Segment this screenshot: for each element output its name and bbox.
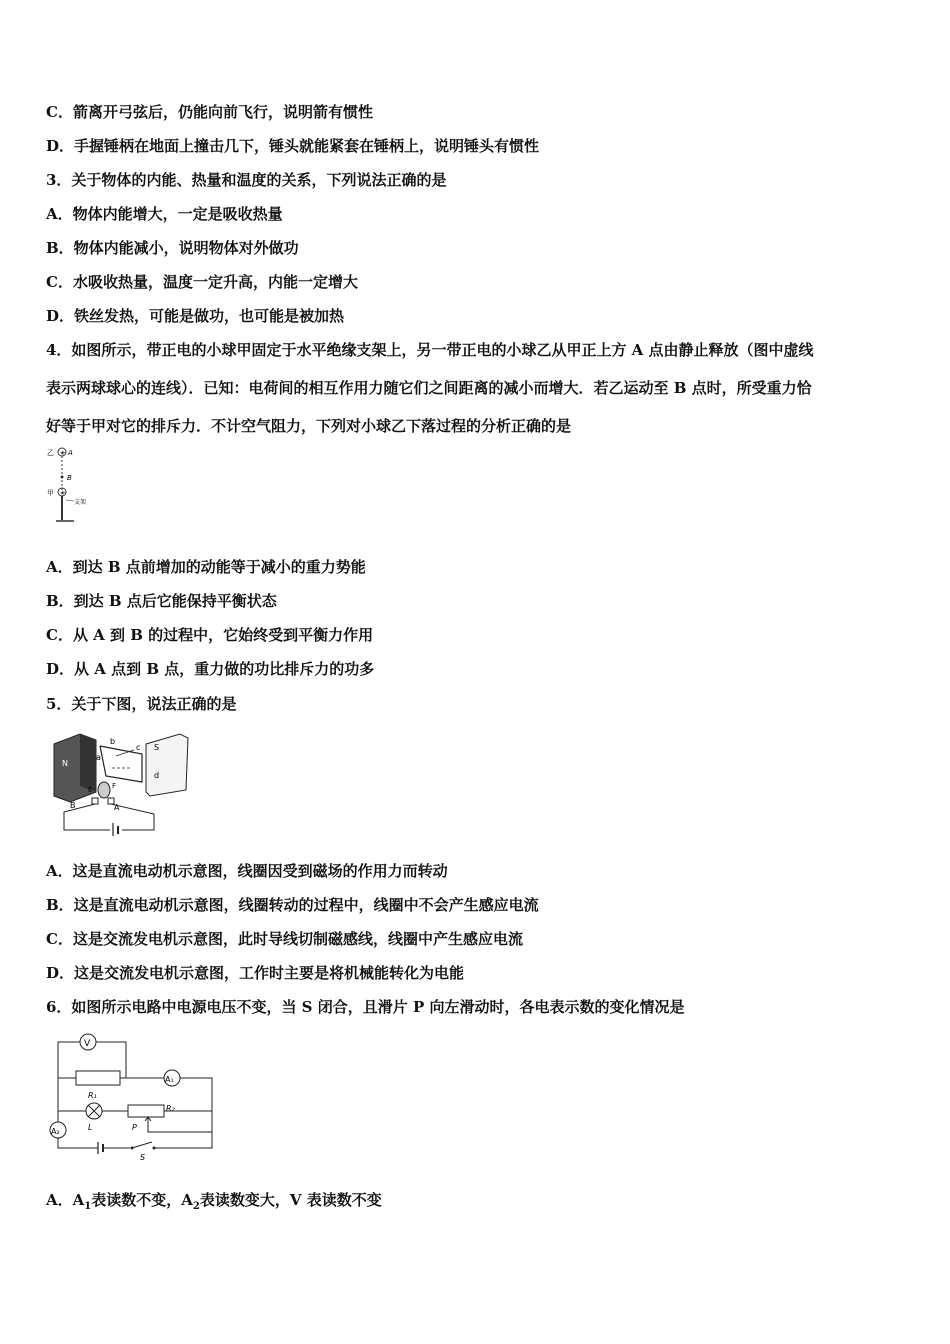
q5-option-a: A．这是直流电动机示意图，线圈因受到磁场的作用力而转动: [46, 862, 448, 880]
q4-label-yi: 乙: [47, 449, 54, 457]
q5-option-b: B．这是直流电动机示意图，线圈转动的过程中，线圈中不会产生感应电流: [46, 896, 539, 914]
q4-label-b: B: [67, 474, 72, 482]
q4-stem-line3: 好等于甲对它的排斥力．不计空气阻力，下列对小球乙下落过程的分析正确的是: [46, 417, 572, 435]
q4-option-d: D．从 A 点到 B 点，重力做的功比排斥力的功多: [46, 660, 375, 678]
q2-option-c: C．箭离开弓弦后，仍能向前飞行，说明箭有惯性: [46, 103, 373, 121]
q3-stem: 3．关于物体的内能、热量和温度的关系，下列说法正确的是: [46, 171, 447, 189]
q5-label-b-brush: B: [70, 801, 76, 810]
q6-figure: [44, 1026, 216, 1164]
q6-switch-s: [132, 1142, 152, 1148]
q4-option-b: B．到达 B 点后它能保持平衡状态: [46, 592, 277, 610]
q6-rheostat-r2: [128, 1105, 164, 1117]
q4-option-c: C．从 A 到 B 的过程中，它始终受到平衡力作用: [46, 626, 374, 644]
q6-option-a: A．$A_1$表读数不变，$A_2$表读数变大，V 表读数不变: [46, 1191, 382, 1212]
q5-label-s: S: [154, 743, 160, 752]
q6-label-p: P: [132, 1123, 137, 1132]
q2-option-d: D．手握锤柄在地面上撞击几下，锤头就能紧套在锤柄上，说明锤头有惯性: [46, 137, 540, 155]
q6-stem: 6．如图所示电路中电源电压不变，当 S 闭合，且滑片 P 向左滑动时，各电表示数的变化情况是: [46, 998, 685, 1016]
q3-option-d: D．铁丝发热，可能是做功，也可能是被加热: [46, 307, 345, 325]
q3-option-a: A．物体内能增大，一定是吸收热量: [46, 205, 283, 223]
q5-magnet-s: [146, 734, 188, 796]
q5-figure: [50, 726, 190, 836]
q5-option-d: D．这是交流发电机示意图，工作时主要是将机械能转化为电能: [46, 964, 465, 982]
q4-figure: [44, 444, 104, 526]
q4-plus-sign: +: [60, 449, 66, 457]
q4-label-support: 支架: [74, 499, 87, 506]
q4-option-a: A．到达 B 点前增加的动能等于减小的重力势能: [46, 558, 366, 576]
q3-option-b: B．物体内能减小，说明物体对外做功: [46, 239, 299, 257]
q6-label-l: L: [88, 1123, 93, 1132]
q5-label-e: E: [88, 786, 93, 794]
q3-option-c: C．水吸收热量，温度一定升高，内能一定增大: [46, 273, 358, 291]
q4-stem-line2: 表示两球球心的连线）．已知：电荷间的相互作用力随它们之间距离的减小而增大．若乙运动至 B 点时，所受重力恰: [46, 379, 812, 397]
q4-label-jia: 甲: [47, 489, 54, 497]
q5-option-c: C．这是交流发电机示意图，此时导线切制磁感线，线圈中产生感应电流: [46, 930, 523, 948]
q4-stem-line1: 4．如图所示，带正电的小球甲固定于水平绝缘支架上，另一带正电的小球乙从甲正上方 A 点由静止释放（图中虚线: [46, 341, 814, 359]
q6-label-r1: R₁: [88, 1091, 97, 1100]
q5-label-b: b: [110, 737, 116, 746]
q5-label-a-brush: A: [114, 803, 120, 812]
q5-label-c: c: [136, 743, 141, 752]
q5-label-f: F: [112, 782, 117, 790]
q5-commutator: [98, 782, 110, 798]
q6-label-a2: A₂: [51, 1127, 60, 1136]
q5-label-d: d: [154, 771, 160, 780]
q6-label-r2: R₂: [166, 1104, 175, 1113]
q5-stem: 5．关于下图，说法正确的是: [46, 695, 237, 713]
q6-resistor-r1: [76, 1071, 120, 1085]
q5-label-n: N: [62, 759, 68, 768]
q6-label-s: S: [140, 1153, 146, 1162]
svg-text:+: +: [60, 489, 66, 497]
q6-label-a1: A₁: [165, 1075, 174, 1084]
q6-label-v: V: [84, 1039, 91, 1049]
q5-label-a: a: [96, 753, 101, 762]
q4-label-a: A: [68, 449, 73, 457]
